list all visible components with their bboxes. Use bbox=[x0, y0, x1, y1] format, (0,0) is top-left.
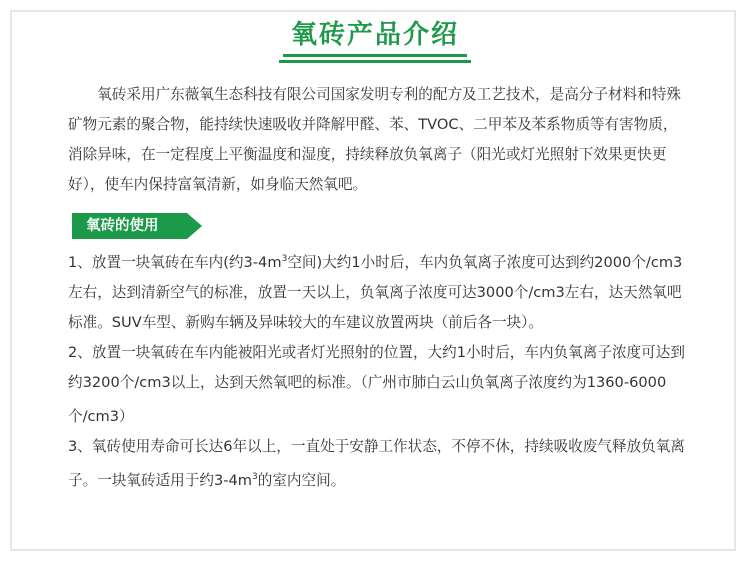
usage-list bbox=[68, 244, 692, 496]
usage-item-3-text-b: 的室内空间。 bbox=[257, 472, 346, 489]
title-block bbox=[0, 18, 750, 57]
usage-item-3 bbox=[68, 432, 692, 496]
section-tag-label: 氧砖的使用 bbox=[86, 218, 159, 234]
usage-item-3-superscript: 3 bbox=[252, 472, 258, 482]
usage-item-1-superscript: 3 bbox=[281, 254, 288, 264]
page-title: 氧砖产品介绍 bbox=[283, 18, 467, 57]
usage-item-1-text-a: 1、放置一块氧砖在车内(约3-4m bbox=[68, 254, 282, 271]
usage-item-1-text-b: 空间)大约1小时后，车内负氧离子浓度可达到约2000个/cm3左右，达到清新空气的标准，放置一天以上，负氧离子浓度可达3000个/cm3左右，达天然氧吧标准。SUV车型、新购车辆及异味较大的车建议放置两块（前后各一块）。 bbox=[68, 254, 683, 331]
usage-item-2-text-a: 2、放置一块氧砖在车内能被阳光或者灯光照射的位置，大约1小时后，车内负氧离子浓度可达到约3200个/cm3以上，达到天然氧吧的标准。（广州市肺白云山负氧离子浓度约为1360-6000个/cm3） bbox=[68, 344, 685, 425]
usage-item-2 bbox=[68, 338, 692, 432]
section-tag bbox=[72, 213, 202, 239]
usage-item-3-text-a: 3、氧砖使用寿命可长达6年以上，一直处于安静工作状态，不停不休，持续吸收废气释放负氧离子。一块氧砖适用于约3-4m bbox=[68, 438, 685, 489]
usage-item-1 bbox=[68, 244, 692, 338]
intro-paragraph: 氧砖采用广东薇氧生态科技有限公司国家发明专利的配方及工艺技术，是高分子材料和特殊矿物元素的聚合物，能持续快速吸收并降解甲醛、苯、TVOC、二甲苯及苯系物质等有害物质，消除异味，在一定程度上平衡温度和湿度，持续释放负氧离子（阳光或灯光照射下效果更快更好），使车内保持富氧清新，如身临天然氧吧。 bbox=[68, 86, 681, 193]
